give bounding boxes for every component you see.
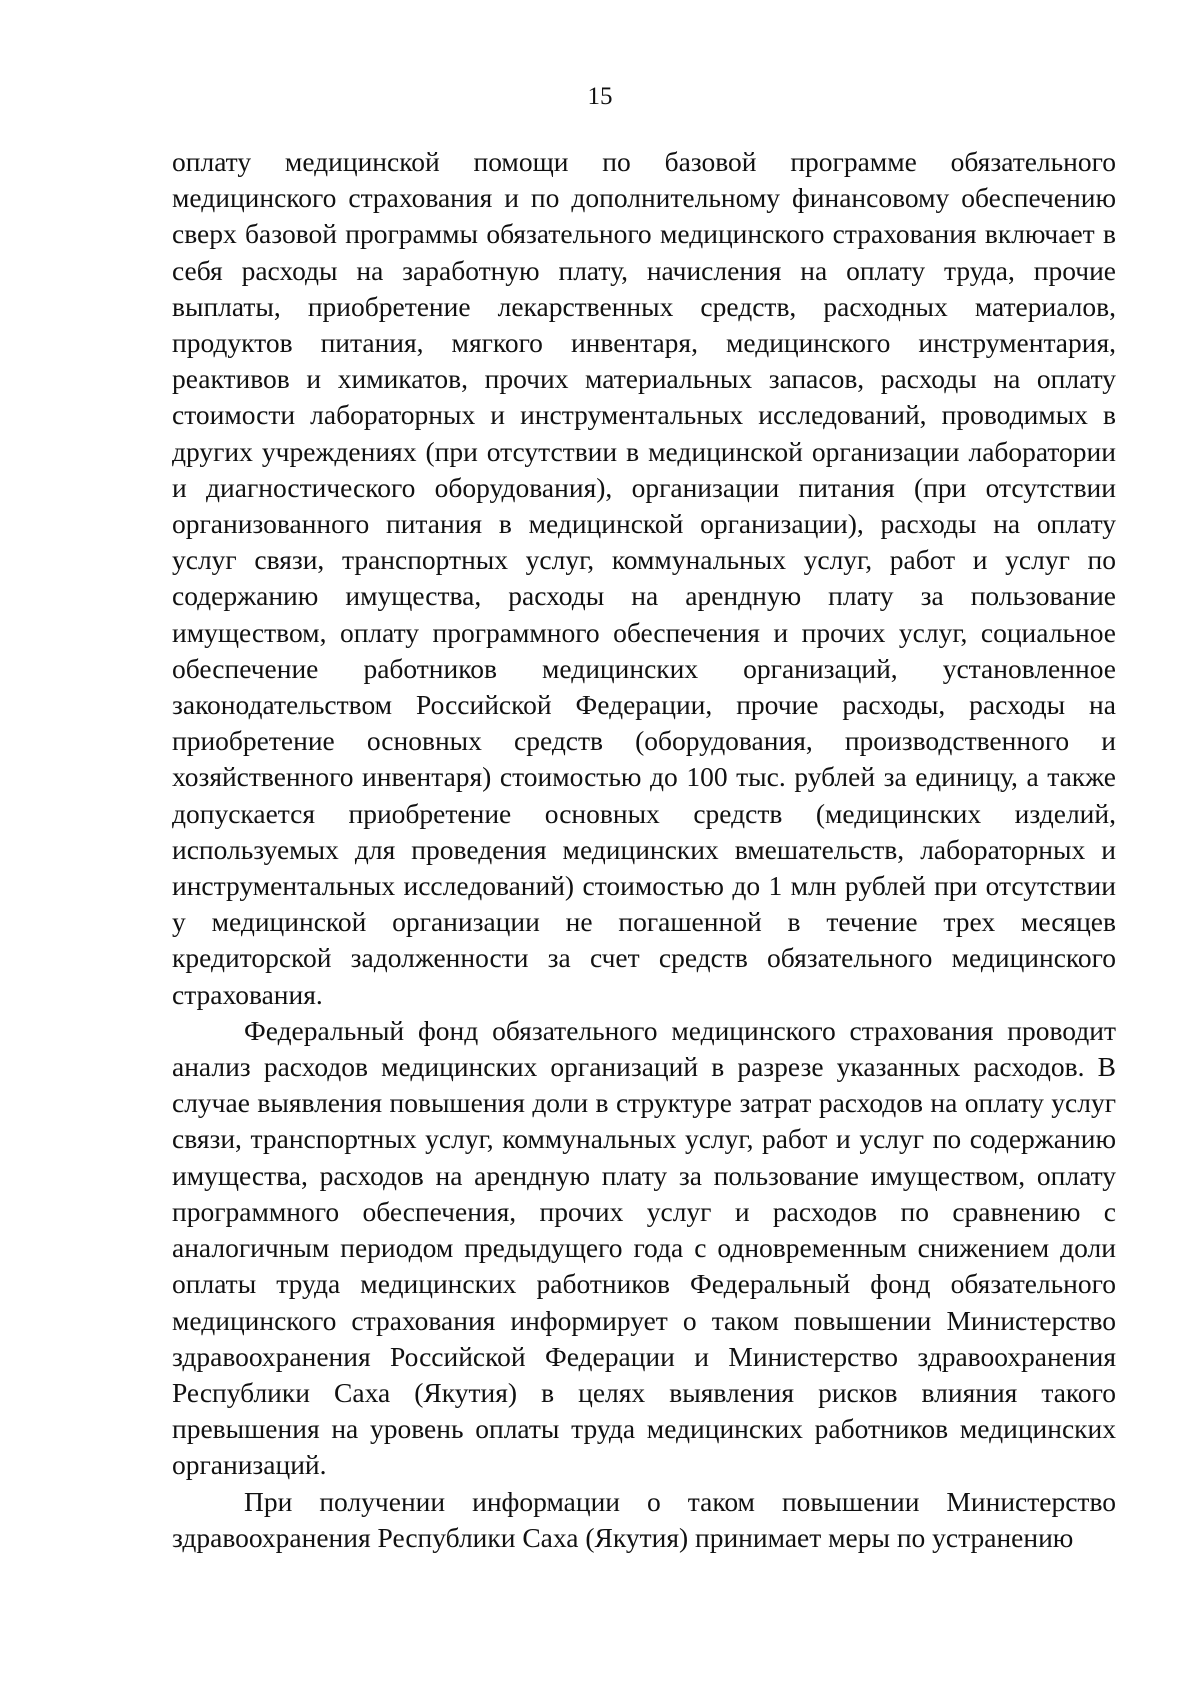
paragraph-expenses-composition: оплату медицинской помощи по базовой программе обязательного медицинского страхования и по дополнительному финансовому обеспечению сверх базовой программы обязательного медицинского страхования включает в себя расходы на заработную плату, начисления на оплату труда, прочие выплаты, приобретение лекарственных средств, расходных материалов, продуктов питания, мягкого инвентаря, медицинского инструментария, реактивов и химикатов, прочих материальных запасов, расходы на оплату стоимости лабораторных и инструментальных исследований, проводимых в других учреждениях (при отсутствии в медицинской организации лаборатории и диагностического оборудования), организации питания (при отсутствии организованного питания в медицинской организации), расходы на оплату услуг связи, транспортных услуг, коммунальных услуг, работ и услуг по содержанию имущества, расходы на арендную плату за пользование имуществом, оплату программного обеспечения и прочих услуг, социальное обеспечение работников медицинских организаций, установленное законодательством Российской Федерации, прочие расходы, расходы на приобретение основных средств (оборудования, производственного и хозяйственного инвентаря) стоимостью до 100 тыс. рублей за единицу, а также допускается приобретение основных средств (медицинских изделий, используемых для проведения медицинских вмешательств, лабораторных и инструментальных исследований) стоимостью до 1 млн рублей при отсутствии у медицинской организации не погашенной в течение трех месяцев кредиторской задолженности за счет средств обязательного медицинского страхования. — [172, 146, 1116, 1010]
paragraph-ministry-measures: При получении информации о таком повышении Министерство здравоохранения Республики Саха (Якутия) принимает меры по устранению — [172, 1485, 1116, 1553]
paragraph-ffoms-analysis: Федеральный фонд обязательного медицинского страхования проводит анализ расходов медицинских организаций в разрезе указанных расходов. В случае выявления повышения доли в структуре затрат расходов на оплату услуг связи, транспортных услуг, коммунальных услуг, работ и услуг по содержанию имущества, расходов на арендную плату за пользование имуществом, оплату программного обеспечения, прочих услуг и расходов по сравнению с аналогичным периодом предыдущего года с одновременным снижением доли оплаты труда медицинских работников Федеральный фонд обязательного медицинского страхования информирует о таком повышении Министерство здравоохранения Российской Федерации и Министерство здравоохранения Республики Саха (Якутия) в целях выявления рисков влияния такого превышения на уровень оплаты труда медицинских работников медицинских организаций. — [172, 1014, 1116, 1481]
body-text — [172, 144, 1116, 1556]
page-number: 15 — [587, 83, 613, 110]
